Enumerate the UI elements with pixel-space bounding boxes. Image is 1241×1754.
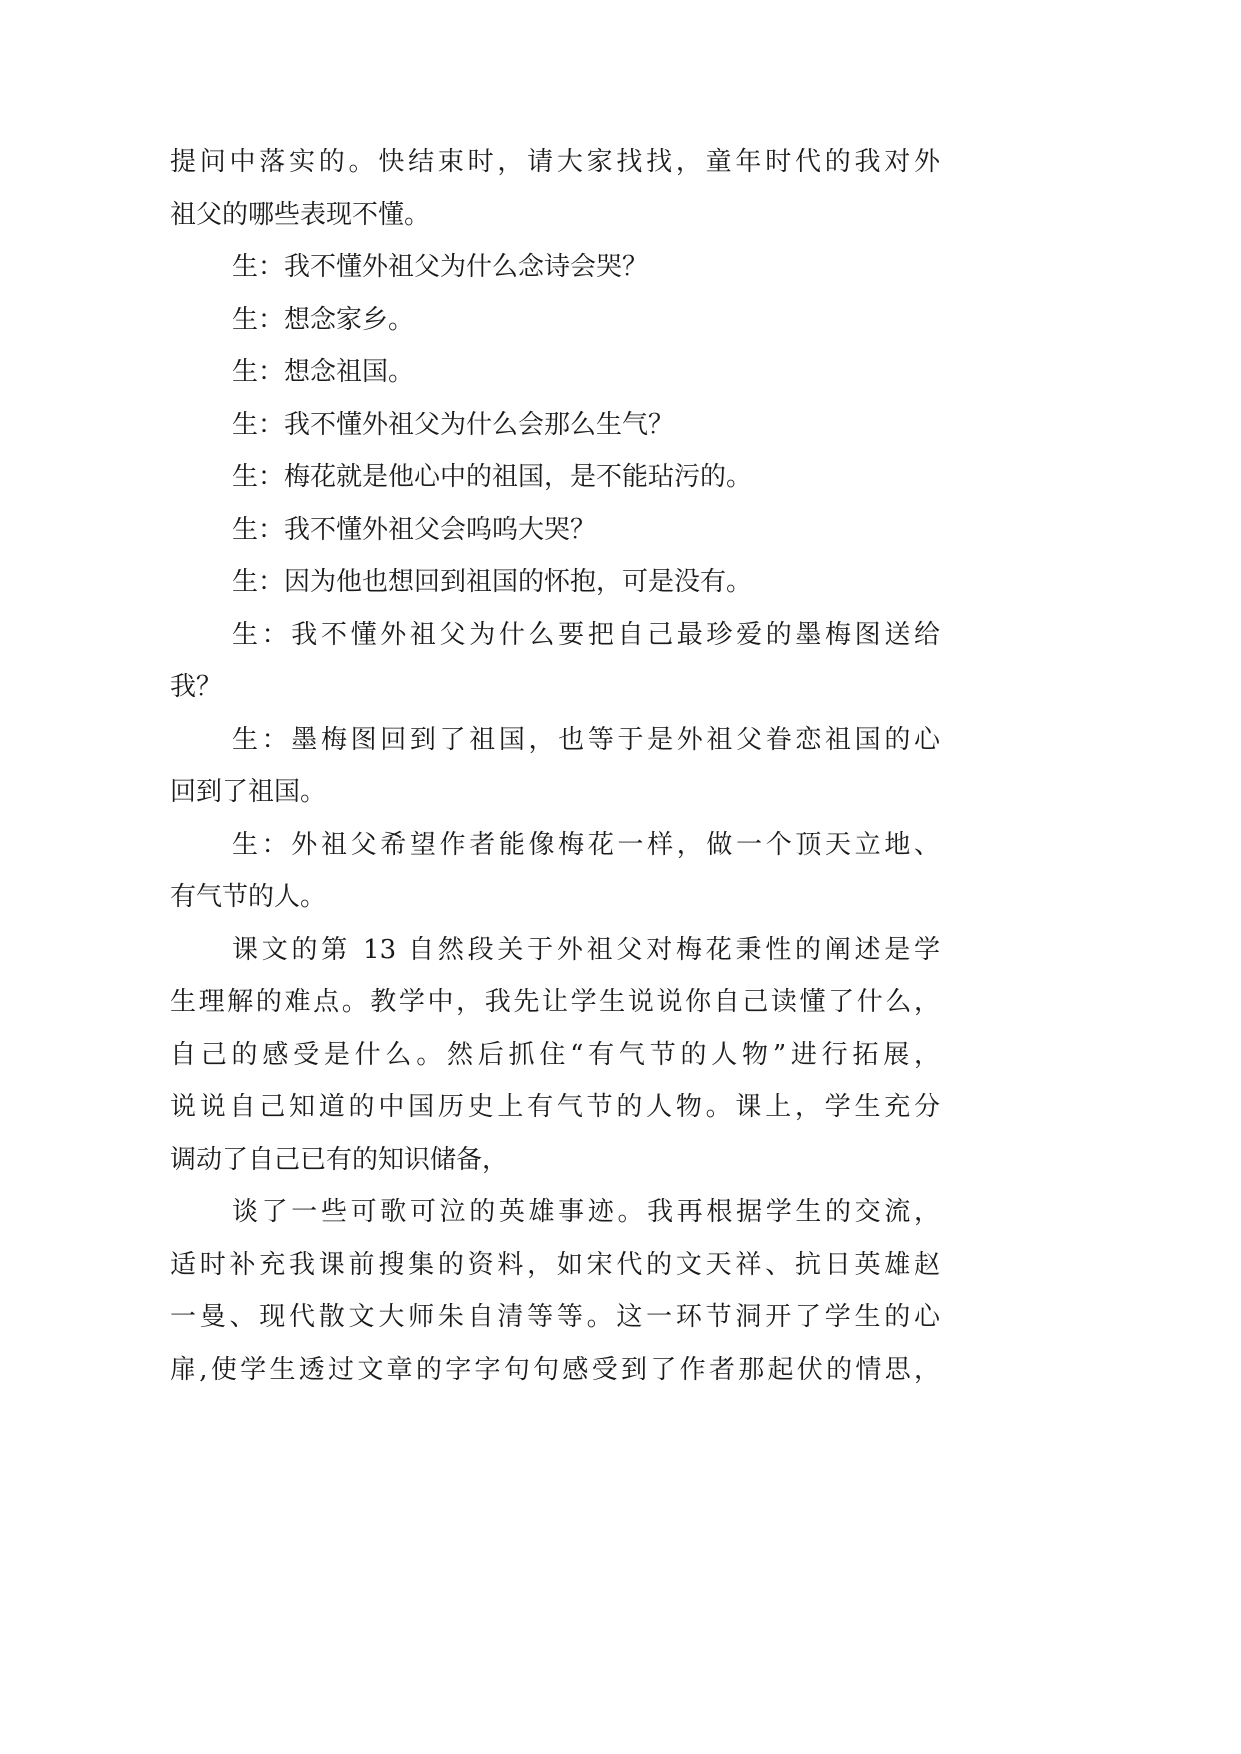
paragraph-line: 生：我不懂外祖父为什么会那么生气？ — [232, 409, 675, 440]
paragraph — [170, 504, 940, 557]
paragraph-line: 生：我不懂外祖父为什么要把自己最珍爱的墨梅图送给 — [232, 619, 940, 650]
paragraph — [170, 609, 940, 714]
paragraph-line: 生：我不懂外祖父为什么念诗会哭？ — [232, 252, 649, 282]
paragraph — [170, 1186, 940, 1396]
paragraph-line: 有气节的人。 — [170, 882, 327, 912]
paragraph-line: 一曼、现代散文大师朱自清等等。这一环节洞开了学生的心 — [170, 1302, 940, 1332]
paragraph-line: 谈了一些可歌可泣的英雄事迹。我再根据学生的交流， — [232, 1197, 940, 1227]
paragraph-line: 生理解的难点。教学中，我先让学生说说你自己读懂了什么， — [170, 987, 940, 1017]
paragraph-line: 提问中落实的。快结束时，请大家找找，童年时代的我对外 — [170, 147, 940, 177]
paragraph-line: 课文的第 13 自然段关于外祖父对梅花秉性的阐述是学 — [232, 934, 940, 965]
paragraph — [170, 451, 940, 504]
paragraph-line: 扉,使学生透过文章的字字句句感受到了作者那起伏的情思， — [170, 1354, 940, 1385]
paragraph — [170, 556, 940, 609]
paragraph — [170, 819, 940, 924]
paragraph-line: 回到了祖国。 — [170, 777, 327, 807]
paragraph-line: 生：梅花就是他心中的祖国，是不能玷污的。 — [232, 462, 753, 492]
paragraph — [170, 346, 940, 399]
paragraph-line: 生：墨梅图回到了祖国，也等于是外祖父眷恋祖国的心 — [232, 724, 940, 755]
paragraph-line: 说说自己知道的中国历史上有气节的人物。课上，学生充分 — [170, 1092, 940, 1122]
paragraph-line: 调动了自己已有的知识储备， — [170, 1144, 509, 1175]
paragraph-line: 生：想念祖国。 — [232, 357, 415, 387]
paragraph-line: 自己的感受是什么。然后抓住“有气节的人物”进行拓展， — [170, 1039, 940, 1070]
paragraph — [170, 294, 940, 347]
paragraph — [170, 399, 940, 452]
paragraph-line: 祖父的哪些表现不懂。 — [170, 199, 431, 230]
paragraph — [170, 714, 940, 819]
paragraph-line: 生：因为他也想回到祖国的怀抱，可是没有。 — [232, 567, 753, 597]
paragraph — [170, 136, 940, 241]
paragraph-line: 生：我不懂外祖父会呜呜大哭？ — [232, 514, 597, 545]
paragraph — [170, 924, 940, 1187]
body-text — [170, 136, 940, 1396]
paragraph-line: 适时补充我课前搜集的资料，如宋代的文天祥、抗日英雄赵 — [170, 1249, 940, 1280]
paragraph-line: 我？ — [170, 672, 223, 702]
paragraph-line: 生：想念家乡。 — [232, 304, 415, 335]
paragraph-line: 生：外祖父希望作者能像梅花一样，做一个顶天立地、 — [232, 829, 940, 860]
paragraph — [170, 241, 940, 294]
